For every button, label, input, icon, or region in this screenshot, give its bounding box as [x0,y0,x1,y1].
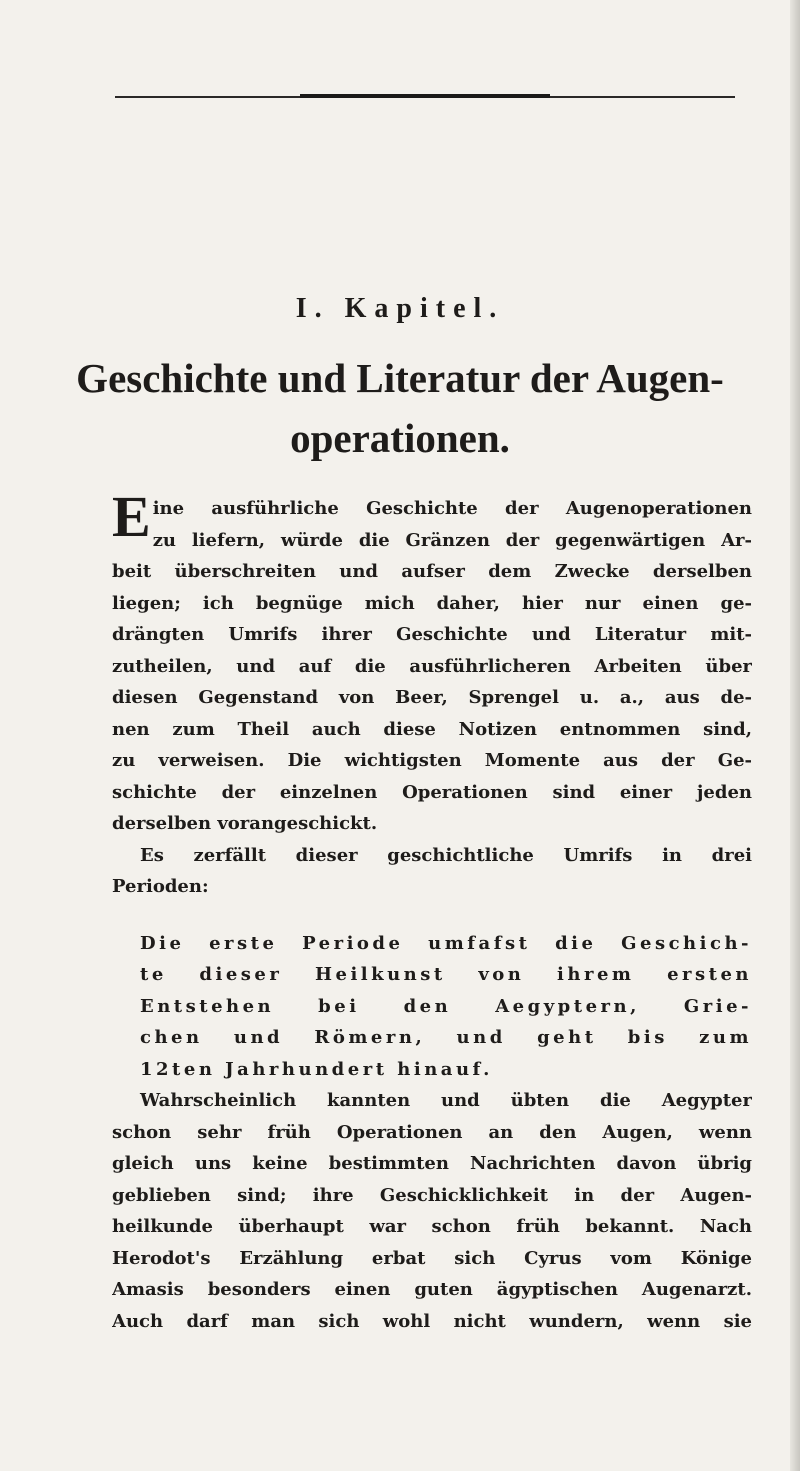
text-line: 12ten Jahrhundert hinauf. [140,1058,493,1080]
text-line: geblieben sind; ihre Geschicklichkeit in der Augen- [112,1184,752,1206]
paragraph-periods [112,840,752,903]
paragraph-intro [112,484,752,840]
text-line: te dieser Heilkunst von ihrem ersten [140,964,752,985]
text-line: schichte der einzelnen Operationen sind einer jeden [112,781,752,803]
paragraph-first-period [112,928,752,1086]
text-line: drängten Umrifs ihrer Geschichte und Literatur mit- [112,624,752,645]
text-line: zu liefern, würde die Gränzen der gegenwärtigen Ar- [152,529,752,551]
text-line: zutheilen, und auf die ausführlicheren Arbeiten über [112,655,752,677]
title-line-2: operationen. [290,415,510,461]
page-edge [790,0,800,1471]
text-line: gleich uns keine bestimmten Nachrichten davon übrig [112,1153,752,1174]
text-line: Auch darf man sich wohl nicht wundern, wenn sie [112,1310,752,1332]
text-line: Wahrscheinlich kannten und übten die Aegypter [140,1090,752,1111]
text-line: Amasis besonders einen guten ägyptischen Augenarzt. [112,1279,752,1300]
chapter-label: I. Kapitel. [295,293,505,324]
drop-cap: E [112,484,151,549]
text-line: chen und Römern, und geht bis zum [140,1027,752,1048]
text-line: Die erste Periode umfafst die Geschich- [140,932,752,954]
text-line: Entstehen bei den Aegyptern, Grie- [140,995,752,1017]
text-line: Es zerfällt dieser geschichtliche Umrifs in drei [140,844,752,866]
top-rule-shadow [300,94,550,98]
text-line: heilkunde überhaupt war schon früh bekannt. Nach [112,1216,752,1237]
text-line: Perioden: [112,876,209,897]
text-line: nen zum Theil auch diese Notizen entnommen sind, [112,718,752,740]
chapter-title [0,348,800,468]
text-line: schon sehr früh Operationen an den Augen, wenn [112,1121,752,1143]
text-line: Herodot's Erzählung erbat sich Cyrus vom Könige [112,1247,752,1269]
text-line: derselben vorangeschickt. [112,813,378,834]
text-line: diesen Gegenstand von Beer, Sprengel u. a., aus de- [112,687,752,708]
title-line-1: Geschichte und Literatur der Augen- [76,355,724,401]
paragraph-egyptians [112,1085,752,1337]
text-line: beit überschreiten und aufser dem Zwecke derselben [112,561,752,582]
text-line: zu verweisen. Die wichtigsten Momente aus der Ge- [112,750,752,771]
text-line: liegen; ich begnüge mich daher, hier nur einen ge- [112,592,752,614]
body-text [112,484,752,1337]
text-line: ine ausführliche Geschichte der Augenoperationen [152,498,752,519]
